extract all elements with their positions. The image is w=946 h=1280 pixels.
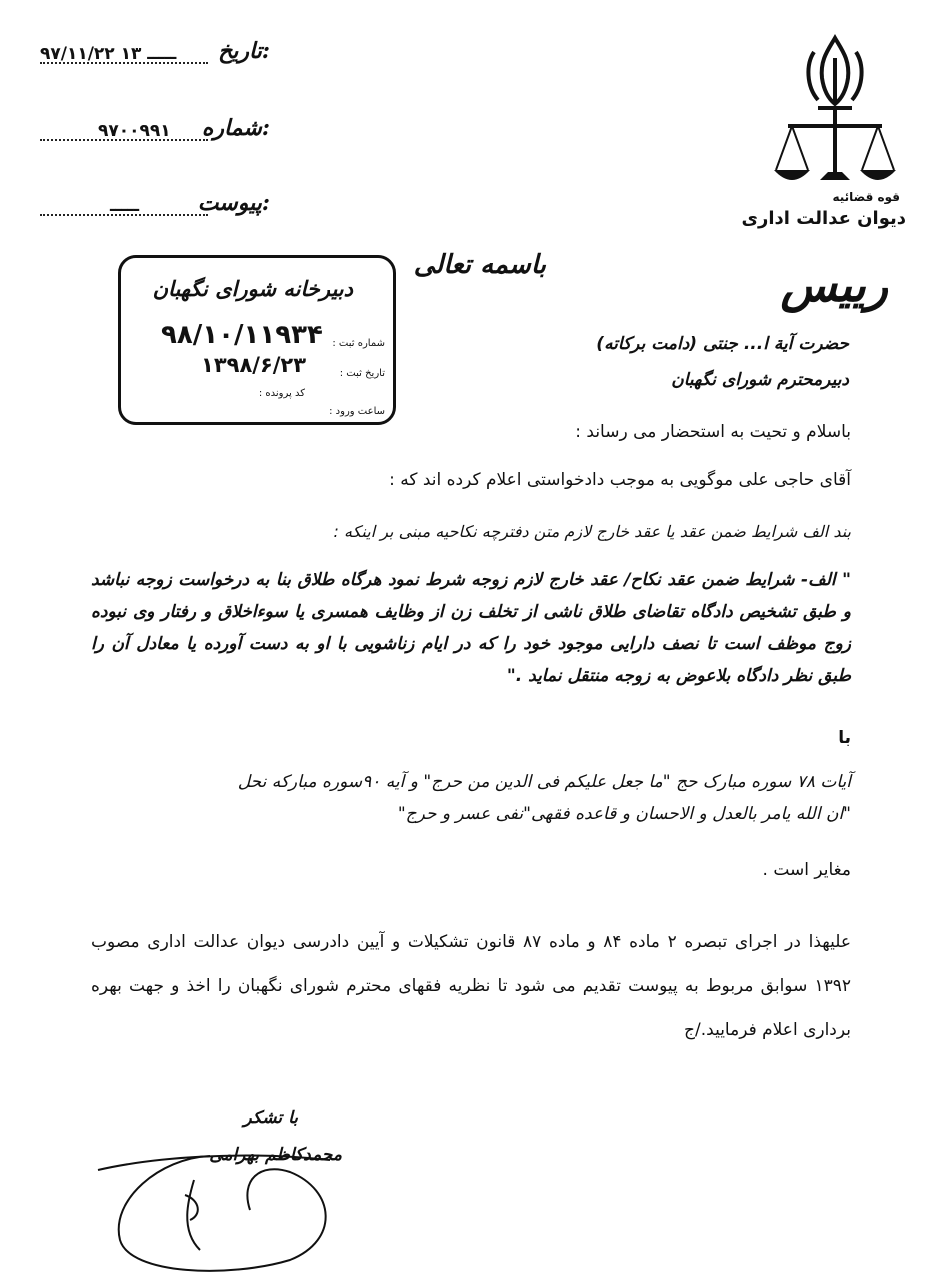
stamp-reg-number-label: شماره ثبت : xyxy=(332,338,385,349)
stamp-file-code-label: کد پرونده : xyxy=(258,388,305,399)
verses-line1: آیات ۷۸ سوره مبارک حج "ما جعل علیکم فی الدین من حرج" و آیه ۹۰سوره مبارکه نحل xyxy=(237,772,851,792)
clause-intro: بند الف شرایط ضمن عقد یا عقد خارج لازم متن دفترچه نکاحیه مبنی بر اینکه : xyxy=(333,522,851,541)
attachment-value: ـــــ xyxy=(110,196,140,216)
recipient-line2: دبیرمحترم شورای نگهبان xyxy=(671,370,849,390)
date-label: تاریخ: xyxy=(218,38,270,64)
number-label: شماره: xyxy=(201,115,270,141)
signer-name: محمدکاظم بهرامی xyxy=(209,1145,342,1165)
office-title: رییس xyxy=(780,258,888,312)
stamp-title: دبیرخانه شورای نگهبان xyxy=(152,276,353,301)
org-name-line2: دیوان عدالت اداری xyxy=(741,208,906,229)
attachment-field xyxy=(40,190,270,230)
quoted-clause: " الف- شرایط ضمن عقد نکاح/ عقد خارج لازم زوجه شرط نمود هرگاه طلاق بنا به درخواست زوجه نباشد و طبق تشخیص دادگاه تقاضای طلاق ناشی از تخلف زن از وظایف همسری یا سوءاخلاق و رفتار وی نبوده زوج موظف است تا نصف دارایی موجود خود را که در ایام زناشویی با او به دست آورده یا معادل آن را طبق نظر دادگاه بلاعوض به زوجه منتقل نماید ." xyxy=(91,570,851,686)
bismillah: باسمه تعالی xyxy=(413,250,546,280)
org-name-line1: قوه قضائیه xyxy=(832,190,900,204)
judiciary-emblem xyxy=(770,30,900,205)
intro: آقای حاجی علی موگویی به موجب دادخواستی اعلام کرده اند که : xyxy=(389,470,851,490)
greeting: باسلام و تحیت به استحضار می رساند : xyxy=(575,422,851,442)
with-word: با xyxy=(838,728,851,748)
stamp-reg-date-label: تاریخ ثبت : xyxy=(339,368,385,379)
contrary-statement: مغایر است . xyxy=(762,860,851,880)
verses-line2: "ان الله یامر بالعدل و الاحسان و قاعده فقهی"نفی عسر و حرج" xyxy=(397,804,851,824)
stamp-reg-date-value: ۱۳۹۸/۶/۲۳ xyxy=(201,353,307,377)
request-paragraph: علیهذا در اجرای تبصره ۲ ماده ۸۴ و ماده ۸۷ قانون تشکیلات و آیین دادرسی دیوان عدالت اداری مصوب ۱۳۹۲ سوابق مربوط به پیوست تقدیم می شود تا نظریه فقهای محترم شورای نگهبان را اخذ و جهت بهره برداری اعلام فرمایید./ج xyxy=(91,932,851,1040)
attachment-label: پیوست: xyxy=(197,190,270,216)
stamp-entry-time-label: ساعت ورود : xyxy=(329,406,385,417)
scales-of-justice-icon xyxy=(770,30,900,205)
number-field xyxy=(40,115,270,155)
registration-stamp xyxy=(118,255,396,425)
thanks: با تشکر xyxy=(243,1108,298,1128)
handwritten-signature xyxy=(90,1140,350,1280)
date-field xyxy=(40,38,270,78)
date-value: ۹۷/۱۱/۲۲ ـــــ ۱۳ xyxy=(40,44,177,64)
number-value: ۹۷۰۰۹۹۱ xyxy=(98,121,171,141)
recipient-line1: حضرت آیة ا... جنتی (دامت برکاته) xyxy=(596,334,849,354)
stamp-reg-number-value: ۹۸/۱۰/۱۱۹۳۴ xyxy=(161,320,323,350)
